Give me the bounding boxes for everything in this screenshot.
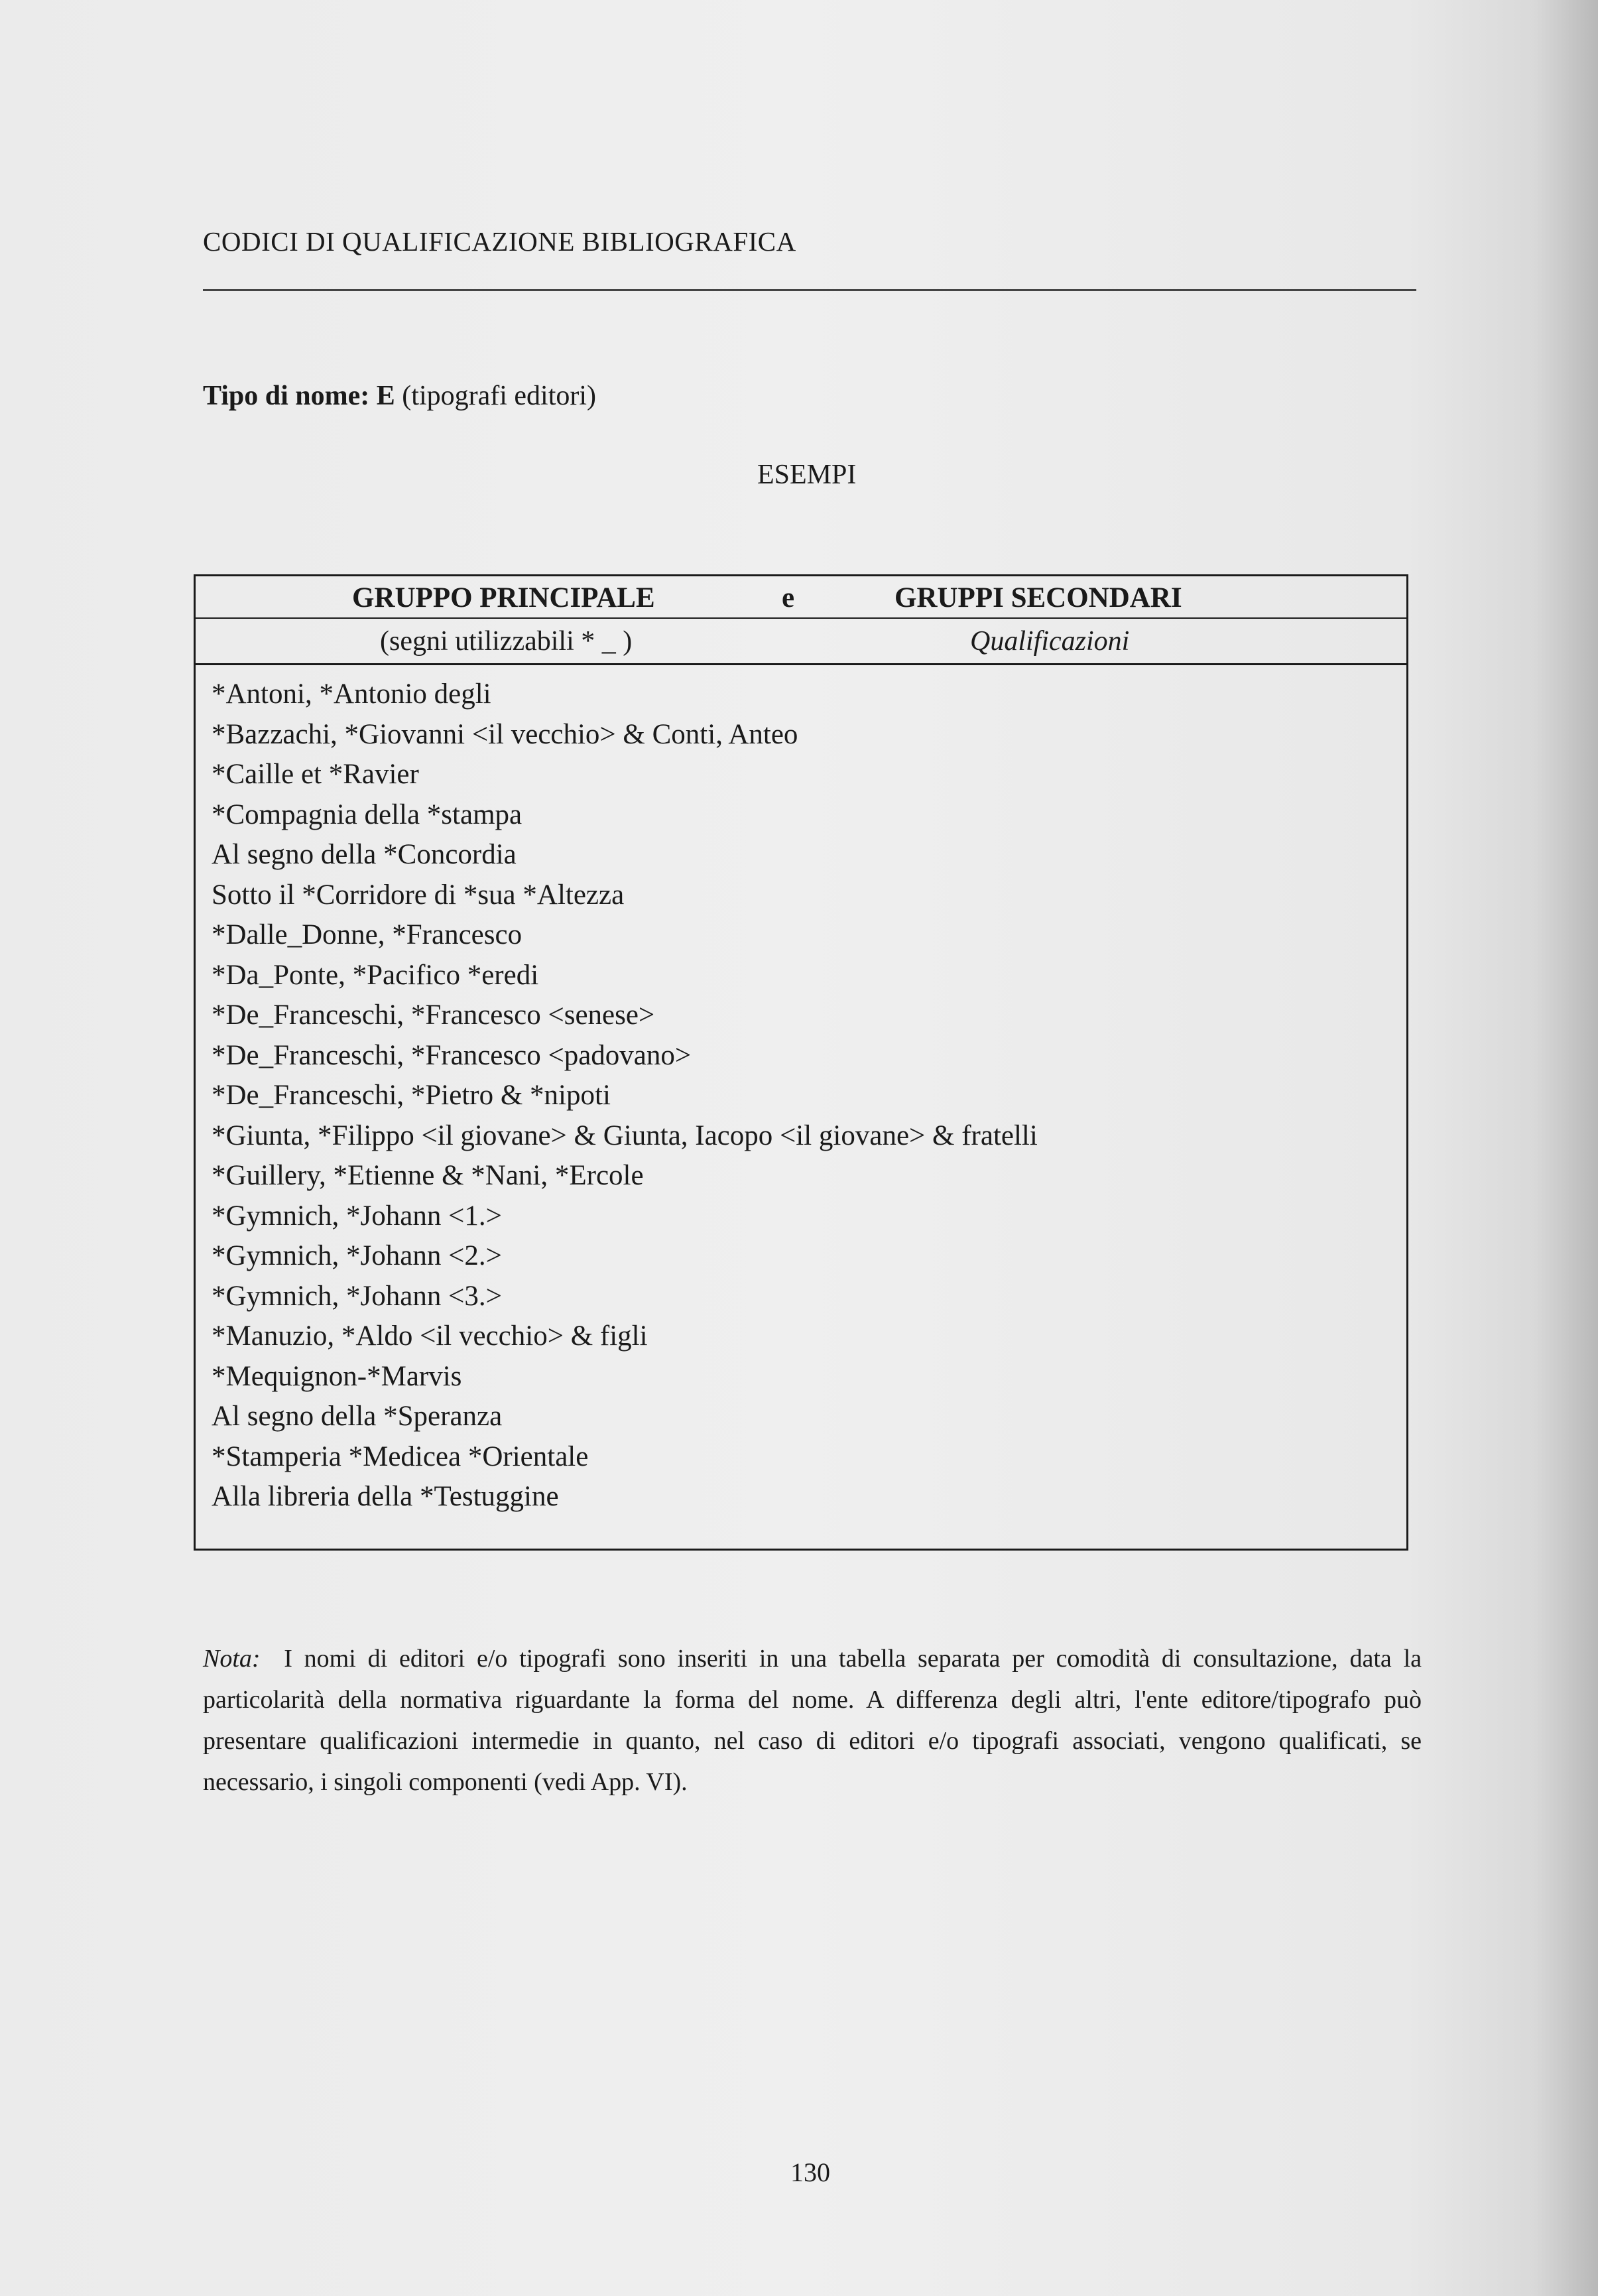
list-item: Alla libreria della *Testuggine: [212, 1481, 559, 1512]
list-item: *Gymnich, *Johann <3.>: [212, 1280, 502, 1312]
list-item: *De_Franceschi, *Francesco <senese>: [212, 999, 655, 1031]
list-item: *De_Franceschi, *Francesco <padovano>: [212, 1039, 692, 1071]
list-item: *Dalle_Donne, *Francesco: [212, 919, 522, 950]
subheader-usable-signs: (segni utilizzabili * _ ): [380, 626, 633, 657]
list-item: *Gymnich, *Johann <1.>: [212, 1200, 502, 1232]
note-text: I nomi di editori e/o tipografi sono inseriti in una tabella separata per comodità di consultazione, data la particolarità della normativa riguardante la forma del nome. A differenza degli altri, l'ente editore/tipografo può presentare qualificazioni intermedie in quanto, nel caso di editori e/o tipografi associati, vengono qualificati, se necessario, i singoli componenti (vedi App. VI).: [203, 1645, 1422, 1796]
subheader-qualifications: Qualificazioni: [970, 626, 1130, 657]
running-head: CODICI DI QUALIFICAZIONE BIBLIOGRAFICA: [203, 226, 796, 257]
list-item: *Stamperia *Medicea *Orientale: [212, 1440, 589, 1472]
table-header-row: [196, 576, 1406, 619]
list-item: Sotto il *Corridore di *sua *Altezza: [212, 879, 625, 911]
list-item: Al segno della *Speranza: [212, 1401, 503, 1432]
list-item: *Da_Ponte, *Pacifico *eredi: [212, 959, 539, 991]
section-title: ESEMPI: [757, 460, 857, 490]
header-secondary-groups: GRUPPI SECONDARI: [894, 582, 1182, 613]
list-item: *Manuzio, *Aldo <il vecchio> & figli: [212, 1320, 648, 1352]
name-type-description: (tipografi editori): [395, 381, 597, 411]
list-item: *Mequignon-*Marvis: [212, 1360, 462, 1392]
list-item: *Gymnich, *Johann <2.>: [212, 1240, 502, 1271]
examples-table: [194, 574, 1408, 1551]
header-conjunction: e: [782, 582, 795, 613]
list-item: *Caille et *Ravier: [212, 759, 419, 790]
list-item: *De_Franceschi, *Pietro & *nipoti: [212, 1080, 611, 1111]
name-type-line: [203, 380, 596, 412]
name-type-label: Tipo di nome: E: [203, 381, 395, 411]
list-item: *Antoni, *Antonio degli: [212, 678, 491, 710]
list-item: *Giunta, *Filippo <il giovane> & Giunta, Iacopo <il giovane> & fratelli: [212, 1119, 1038, 1151]
note-label: Nota:: [203, 1645, 261, 1673]
list-item: Al segno della *Concordia: [212, 839, 517, 870]
page-number: 130: [790, 2157, 830, 2187]
footnote: [203, 1638, 1422, 1803]
table-subheader-row: [196, 619, 1406, 665]
list-item: *Bazzachi, *Giovanni <il vecchio> & Conti, Anteo: [212, 718, 798, 750]
header-principal-group: GRUPPO PRINCIPALE: [352, 582, 655, 613]
list-item: *Compagnia della *stampa: [212, 798, 522, 830]
entries-list: [212, 674, 1038, 1517]
list-item: *Guillery, *Etienne & *Nani, *Ercole: [212, 1160, 644, 1191]
header-rule: [203, 289, 1416, 291]
